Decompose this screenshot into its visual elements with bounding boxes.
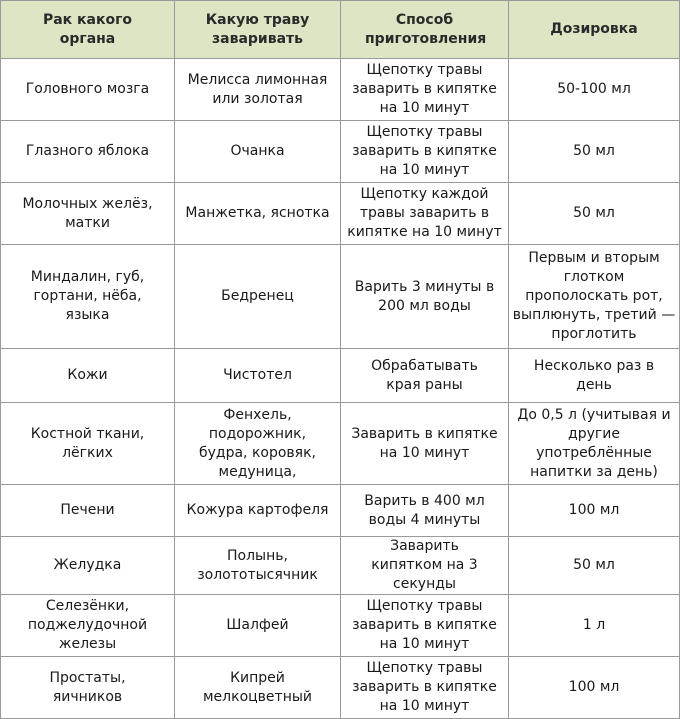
dosage-cell: 50 мл (509, 121, 680, 183)
herb-cell: Очанка (175, 121, 341, 183)
dosage-cell: 100 мл (509, 657, 680, 719)
organ-cell: Желудка (1, 537, 175, 595)
method-cell: Щепотку каждой травы заварить в кипятке на 10 минут (341, 183, 509, 245)
herb-cell: Бедренец (175, 245, 341, 349)
herb-cell: Шалфей (175, 595, 341, 657)
dosage-cell: 100 мл (509, 485, 680, 537)
dosage-cell: Несколько раз в день (509, 349, 680, 403)
method-cell: Заварить кипятком на 3 секунды (341, 537, 509, 595)
herb-cell: Кожура картофеля (175, 485, 341, 537)
dosage-cell: Первым и вторым глотком прополоскать рот, выплюнуть, третий — проглотить (509, 245, 680, 349)
dosage-cell: До 0,5 л (учитывая и другие употреблённые напитки за день) (509, 403, 680, 485)
table-row (1, 59, 680, 121)
table-row (1, 121, 680, 183)
method-cell: Варить в 400 мл воды 4 минуты (341, 485, 509, 537)
table-row (1, 245, 680, 349)
organ-cell: Селезёнки, поджелудочной железы (1, 595, 175, 657)
dosage-cell: 1 л (509, 595, 680, 657)
header-dosage: Дозировка (509, 1, 680, 59)
table-row (1, 657, 680, 719)
header-organ: Рак какого органа (1, 1, 175, 59)
header-row (1, 1, 680, 59)
table-row (1, 485, 680, 537)
herb-cell: Манжетка, яснотка (175, 183, 341, 245)
method-cell: Обрабатывать края раны (341, 349, 509, 403)
organ-cell: Печени (1, 485, 175, 537)
organ-cell: Головного мозга (1, 59, 175, 121)
herb-cell: Чистотел (175, 349, 341, 403)
organ-cell: Молочных желёз, матки (1, 183, 175, 245)
table-row (1, 403, 680, 485)
table-row (1, 349, 680, 403)
dosage-cell: 50-100 мл (509, 59, 680, 121)
method-cell: Щепотку травы заварить в кипятке на 10 минут (341, 657, 509, 719)
herb-cell: Фенхель, подорожник, будра, коровяк, медуница, (175, 403, 341, 485)
header-method: Способ приготовления (341, 1, 509, 59)
herb-cell: Мелисса лимонная или золотая (175, 59, 341, 121)
organ-cell: Костной ткани, лёгких (1, 403, 175, 485)
dosage-cell: 50 мл (509, 183, 680, 245)
organ-cell: Глазного яблока (1, 121, 175, 183)
organ-cell: Кожи (1, 349, 175, 403)
method-cell: Щепотку травы заварить в кипятке на 10 минут (341, 59, 509, 121)
header-herb: Какую траву заваривать (175, 1, 341, 59)
method-cell: Щепотку травы заварить в кипятке на 10 минут (341, 121, 509, 183)
herb-cell: Кипрей мелкоцветный (175, 657, 341, 719)
method-cell: Щепотку травы заварить в кипятке на 10 минут (341, 595, 509, 657)
table-row (1, 183, 680, 245)
dosage-cell: 50 мл (509, 537, 680, 595)
method-cell: Заварить в кипятке на 10 минут (341, 403, 509, 485)
table-row (1, 595, 680, 657)
organ-cell: Простаты, яичников (1, 657, 175, 719)
organ-cell: Миндалин, губ, гортани, нёба, языка (1, 245, 175, 349)
herb-cell: Полынь, золототысячник (175, 537, 341, 595)
table-row (1, 537, 680, 595)
method-cell: Варить 3 минуты в 200 мл воды (341, 245, 509, 349)
